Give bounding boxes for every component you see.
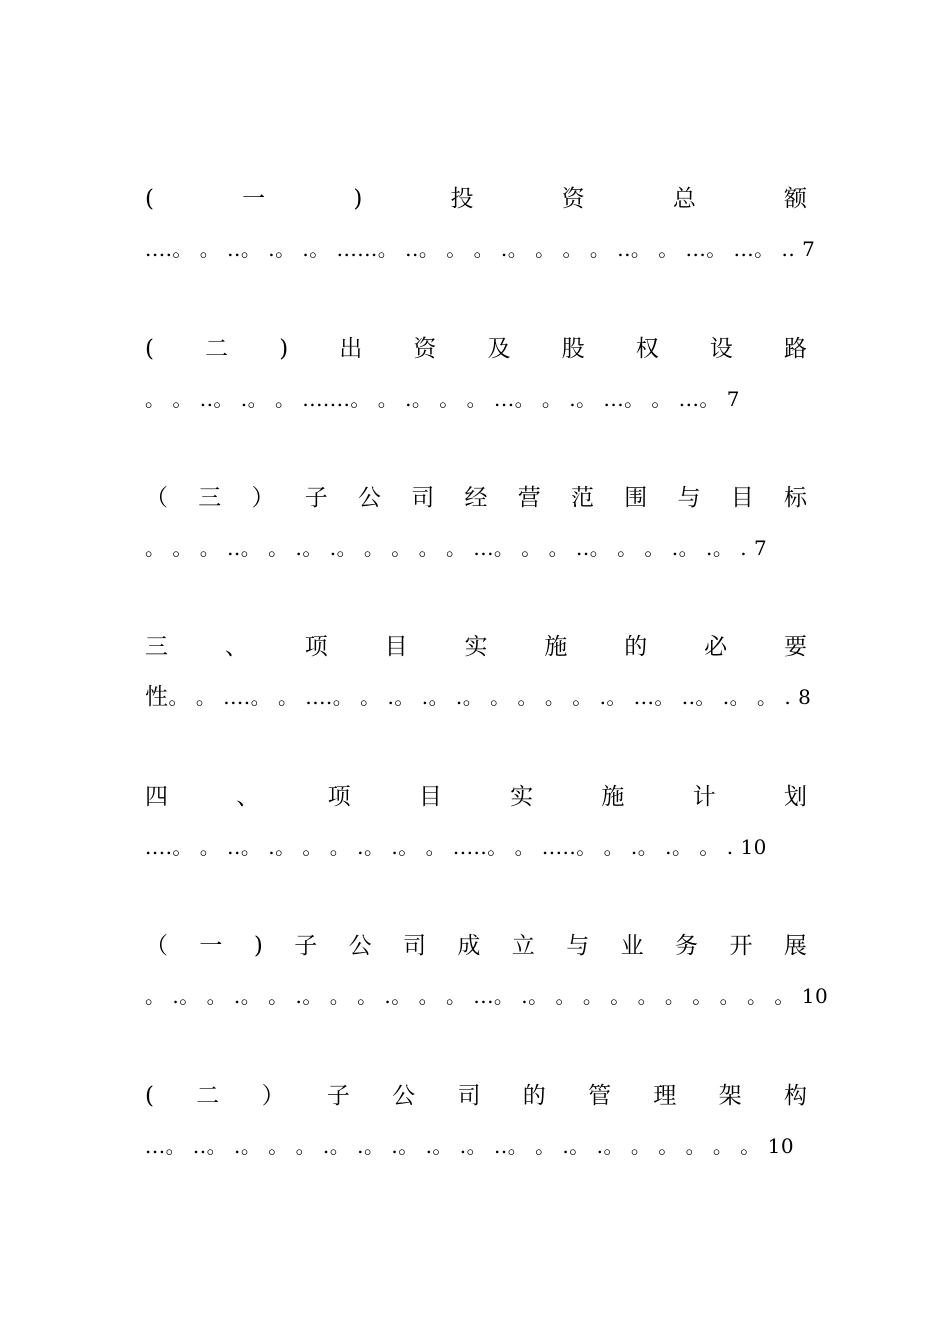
- title-char: 权: [635, 336, 659, 362]
- title-char: 、: [236, 784, 260, 810]
- title-char: 子: [294, 933, 318, 959]
- title-char: (: [145, 1083, 154, 1109]
- title-char: 范: [571, 485, 594, 511]
- title-char: 架: [718, 1083, 742, 1109]
- title-char: 路: [783, 336, 807, 362]
- title-char: 二: [196, 1083, 220, 1109]
- title-char: 设: [709, 336, 733, 362]
- toc-title: [145, 931, 807, 961]
- title-char: 展: [783, 933, 807, 959]
- page-number: 7: [753, 536, 768, 560]
- title-char: 的: [624, 634, 648, 660]
- leader-dots: ....。 。 ..。 .。 。 。 .。 .。 。 .....。 。 .....。 。 .。 .。 。 .: [145, 835, 741, 859]
- toc-entry[interactable]: [145, 632, 812, 712]
- title-char: 实: [464, 634, 488, 660]
- page-number: 7: [726, 387, 740, 411]
- title-char: 总: [672, 186, 696, 212]
- title-char: 出: [339, 336, 363, 362]
- leader-dots: 。 .。 。 .。 。 .。 。 。 .。 。 。 ...。 .。 。 。 。 。 。 。 。 。 。: [145, 984, 802, 1008]
- page-number: 10: [767, 1134, 795, 1158]
- title-char: 成: [457, 933, 481, 959]
- title-char: 与: [566, 933, 590, 959]
- title-char: 开: [729, 933, 753, 959]
- title-char: 实: [510, 784, 534, 810]
- title-char: 的: [522, 1083, 546, 1109]
- title-char: (: [145, 186, 154, 212]
- toc-entry[interactable]: [145, 1081, 807, 1161]
- toc-leader: [145, 1131, 807, 1161]
- toc-leader: [145, 384, 807, 414]
- title-char: 围: [624, 485, 648, 511]
- title-char: 划: [783, 784, 807, 810]
- leader-dots: ....。 。 ..。 .。 .。 ......。 ..。 。 。 .。 。 。 。 ..。 。 ...。 ...。 ..: [145, 237, 803, 261]
- title-char: (: [145, 336, 154, 362]
- title-char: 业: [620, 933, 644, 959]
- title-char: 司: [457, 1083, 481, 1109]
- title-char: 四: [145, 784, 168, 810]
- title-char: 股: [561, 336, 585, 362]
- toc-entry[interactable]: [145, 184, 816, 264]
- title-char: ）: [261, 1083, 285, 1109]
- title-char: 资: [413, 336, 437, 362]
- page-number: 7: [802, 237, 816, 261]
- toc-entry[interactable]: [145, 334, 807, 414]
- title-char: 、: [224, 634, 248, 660]
- title-char: 施: [544, 634, 568, 660]
- title-char: 目: [730, 485, 754, 511]
- title-char: 司: [403, 933, 427, 959]
- toc-leader: [145, 981, 829, 1011]
- title-char: 子: [326, 1083, 350, 1109]
- toc-leader: [145, 832, 807, 862]
- title-char: 子: [304, 485, 328, 511]
- leader-dots: ...。 ..。 .。 。 。 .。 .。 .。 .。 .。 ..。 。 .。 .。 。 。 。 。 。: [145, 1134, 768, 1158]
- leader-dots: 。 。 ....。 。 ....。 。 .。 .。 .。 。 。 。 。 .。 ...。 ..。 .。 。 .: [168, 685, 799, 709]
- title-char: 与: [677, 485, 701, 511]
- leader-dots: 。 。 ..。 .。 。 .......。 。 .。 。 。 ...。 。 .。 ...。 。 ...。: [145, 387, 727, 411]
- title-char: 项: [304, 634, 328, 660]
- title-char: 资: [561, 186, 585, 212]
- title-char: ): [253, 933, 263, 959]
- page-number: 8: [798, 685, 812, 709]
- page-number: 10: [740, 835, 767, 859]
- title-char: 三: [145, 634, 168, 660]
- title-char: 二: [205, 336, 229, 362]
- title-char: （: [145, 933, 168, 959]
- title-char: ): [353, 186, 363, 212]
- title-char: 公: [348, 933, 372, 959]
- title-char: 一: [242, 186, 266, 212]
- toc-title: [145, 184, 807, 214]
- title-char: 务: [675, 933, 699, 959]
- title-char: 目: [384, 634, 408, 660]
- title-char: 公: [358, 485, 381, 511]
- title-char: 理: [653, 1083, 677, 1109]
- toc-leader: [145, 234, 816, 264]
- title-char: （: [145, 485, 168, 511]
- title-char: 标: [784, 485, 807, 511]
- toc-title: [145, 782, 807, 812]
- title-char: 必: [704, 634, 728, 660]
- title-char: 计: [692, 784, 716, 810]
- leader-text: 性: [145, 684, 169, 710]
- toc-title: [145, 334, 807, 364]
- title-char: ）: [251, 485, 275, 511]
- toc-title: [145, 632, 807, 662]
- title-char: 管: [588, 1083, 612, 1109]
- page-number: 10: [801, 984, 829, 1008]
- title-char: 立: [511, 933, 535, 959]
- toc-entry[interactable]: [145, 931, 829, 1011]
- toc-entry[interactable]: [145, 483, 807, 563]
- title-char: 目: [418, 784, 442, 810]
- title-char: 投: [450, 186, 474, 212]
- title-char: 营: [517, 485, 541, 511]
- toc-leader: [145, 533, 807, 563]
- title-char: 施: [601, 784, 625, 810]
- title-char: 项: [327, 784, 351, 810]
- title-char: 构: [783, 1083, 807, 1109]
- toc-leader: [145, 682, 812, 712]
- title-char: 司: [411, 485, 435, 511]
- title-char: 一: [199, 933, 223, 959]
- title-char: 公: [392, 1083, 416, 1109]
- toc-entry[interactable]: [145, 782, 807, 862]
- title-char: 额: [784, 186, 807, 212]
- toc-title: [145, 483, 807, 513]
- toc-title: [145, 1081, 807, 1111]
- title-char: 及: [487, 336, 511, 362]
- title-char: ): [279, 336, 289, 362]
- title-char: 经: [464, 485, 488, 511]
- title-char: 三: [198, 485, 222, 511]
- leader-dots: 。 。 。 ..。 。 .。 .。 。 。 。 。 ...。 。 。 ..。 。 。 .。 .。 .: [145, 536, 754, 560]
- title-char: 要: [784, 634, 807, 660]
